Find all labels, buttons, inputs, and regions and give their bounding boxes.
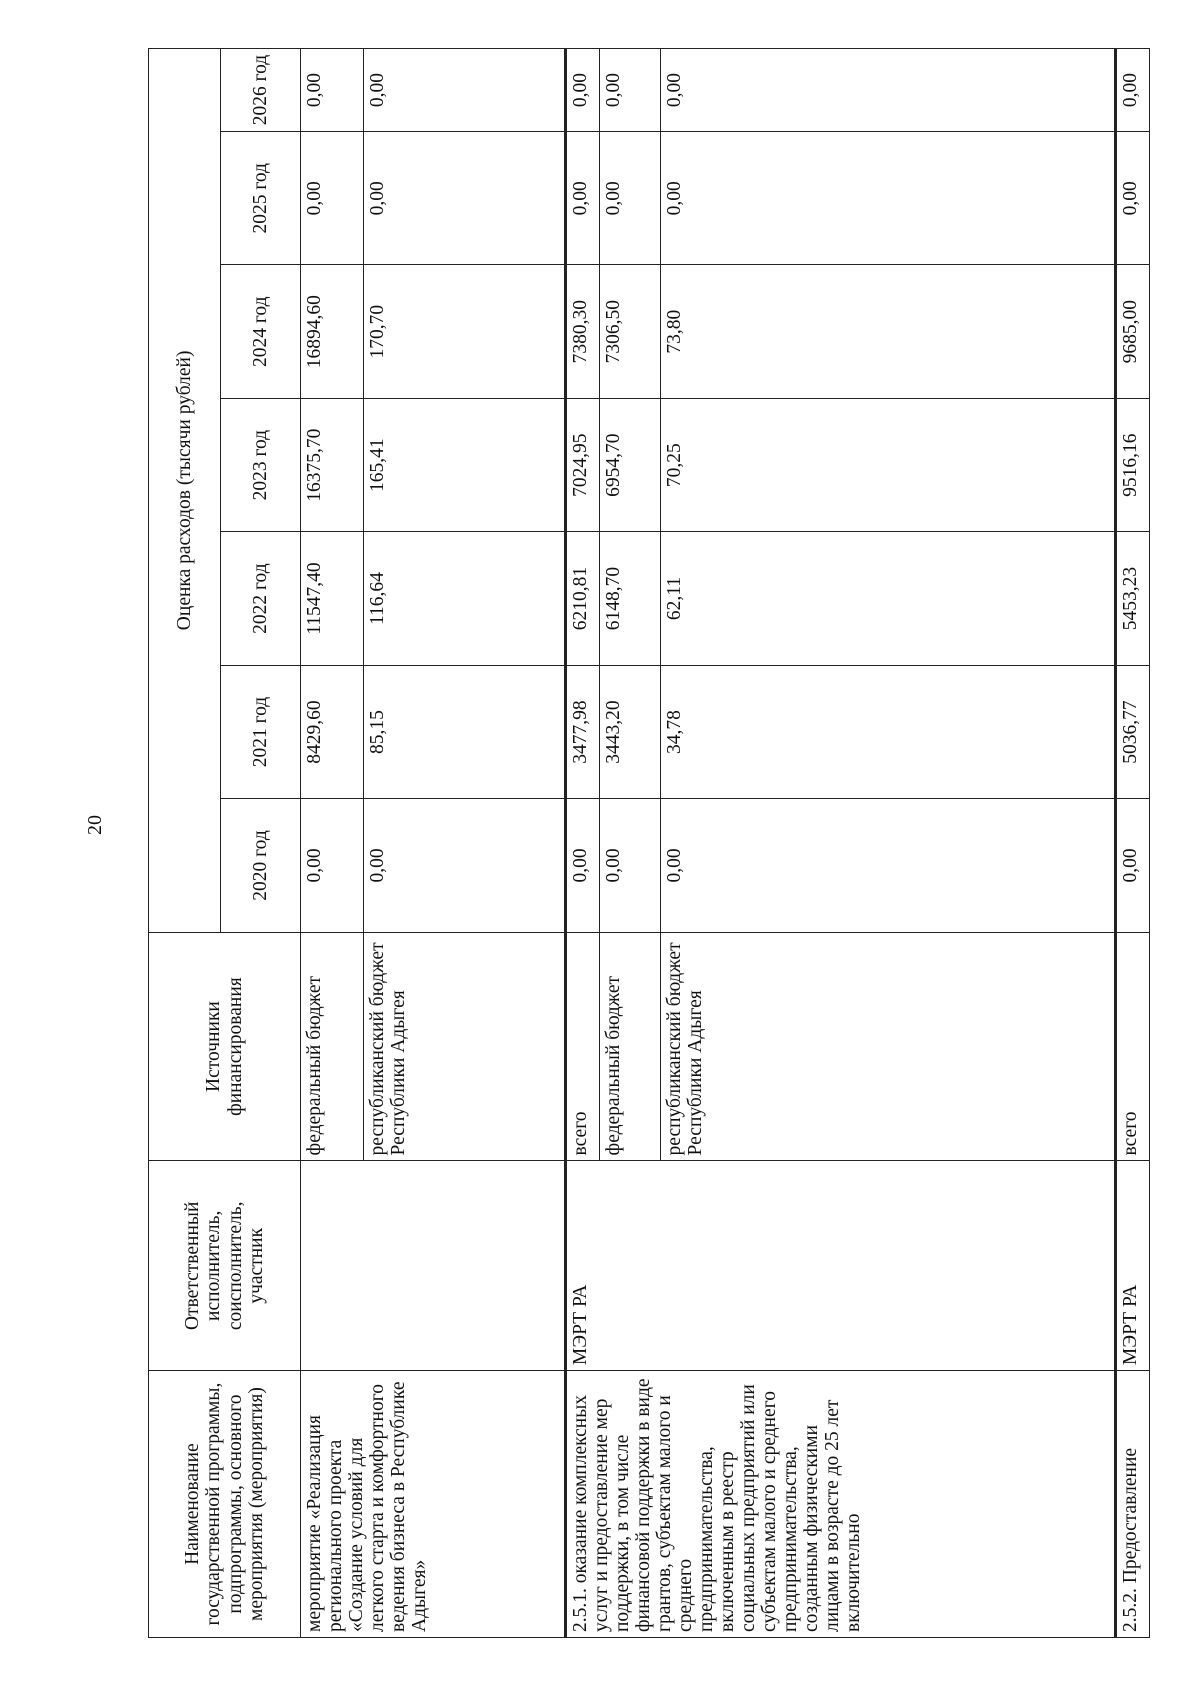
value-cell: 7306,50 bbox=[599, 265, 660, 398]
value-cell: 0,00 bbox=[1116, 132, 1150, 265]
value-cell: 0,00 bbox=[364, 799, 565, 932]
row-name: 2.5.1. оказание комплексных услуг и предоставление мер поддержки, в том числе финансовой поддержки в виде грантов, субъектам малого и среднего предпринимательства, включенным в реестр социальных предприятий или субъектам малого и среднего предпринимательства, созданным физическими лицами в возрасте до 25 лет включительно bbox=[565, 1371, 1115, 1638]
row-source: всего bbox=[1116, 932, 1150, 1161]
document-page bbox=[148, 48, 1150, 1638]
value-cell: 0,00 bbox=[565, 49, 599, 132]
expenditure-table bbox=[148, 48, 1150, 1638]
header-source: Источники финансирования bbox=[149, 932, 301, 1161]
value-cell: 170,70 bbox=[364, 265, 565, 398]
header-costs: Оценка расходов (тысячи рублей) bbox=[149, 49, 221, 933]
header-year: 2023 год bbox=[221, 398, 301, 531]
row-source: республиканский бюджет Республики Адыгея bbox=[660, 932, 1115, 1161]
value-cell: 5036,77 bbox=[1116, 665, 1150, 798]
page-number: 20 bbox=[84, 815, 106, 835]
value-cell: 7380,30 bbox=[565, 265, 599, 398]
value-cell: 0,00 bbox=[301, 49, 364, 132]
value-cell: 0,00 bbox=[599, 799, 660, 932]
value-cell: 8429,60 bbox=[301, 665, 364, 798]
value-cell: 16894,60 bbox=[301, 265, 364, 398]
value-cell: 34,78 bbox=[660, 665, 1115, 798]
row-source: всего bbox=[565, 932, 599, 1161]
header-year: 2025 год bbox=[221, 132, 301, 265]
value-cell: 0,00 bbox=[660, 49, 1115, 132]
value-cell: 5453,23 bbox=[1116, 532, 1150, 665]
row-name: мероприятие «Реализация регионального проекта «Создание условий для легкого старта и комфортного ведения бизнеса в Республике Адыгея» bbox=[301, 1371, 566, 1638]
value-cell: 11547,40 bbox=[301, 532, 364, 665]
value-cell: 85,15 bbox=[364, 665, 565, 798]
value-cell: 0,00 bbox=[660, 132, 1115, 265]
header-year: 2021 год bbox=[221, 665, 301, 798]
row-executor: МЭРТ РА bbox=[565, 1161, 1115, 1371]
rotated-table-container bbox=[148, 48, 1150, 1638]
value-cell: 0,00 bbox=[364, 132, 565, 265]
row-executor: МЭРТ РА bbox=[1116, 1161, 1150, 1371]
row-source: федеральный бюджет bbox=[599, 932, 660, 1161]
value-cell: 6210,81 bbox=[565, 532, 599, 665]
value-cell: 0,00 bbox=[1116, 49, 1150, 132]
value-cell: 73,80 bbox=[660, 265, 1115, 398]
header-year: 2024 год bbox=[221, 265, 301, 398]
header-name: Наименование государственной программы, подпрограммы, основного мероприятия (мероприятия) bbox=[149, 1371, 301, 1638]
value-cell: 116,64 bbox=[364, 532, 565, 665]
value-cell: 0,00 bbox=[364, 49, 565, 132]
header-executor: Ответственный исполнитель, соисполнитель, участник bbox=[149, 1161, 301, 1371]
header-year: 2022 год bbox=[221, 532, 301, 665]
header-year: 2026 год bbox=[221, 49, 301, 132]
value-cell: 62,11 bbox=[660, 532, 1115, 665]
value-cell: 3477,98 bbox=[565, 665, 599, 798]
value-cell: 0,00 bbox=[599, 132, 660, 265]
row-executor bbox=[301, 1161, 566, 1371]
value-cell: 0,00 bbox=[599, 49, 660, 132]
value-cell: 0,00 bbox=[660, 799, 1115, 932]
value-cell: 0,00 bbox=[301, 132, 364, 265]
value-cell: 165,41 bbox=[364, 398, 565, 531]
value-cell: 70,25 bbox=[660, 398, 1115, 531]
value-cell: 6148,70 bbox=[599, 532, 660, 665]
value-cell: 16375,70 bbox=[301, 398, 364, 531]
row-name: 2.5.2. Предоставление bbox=[1116, 1371, 1150, 1638]
value-cell: 0,00 bbox=[565, 799, 599, 932]
value-cell: 7024,95 bbox=[565, 398, 599, 531]
value-cell: 9516,16 bbox=[1116, 398, 1150, 531]
row-source: республиканский бюджет Республики Адыгея bbox=[364, 932, 565, 1161]
value-cell: 3443,20 bbox=[599, 665, 660, 798]
value-cell: 9685,00 bbox=[1116, 265, 1150, 398]
header-year: 2020 год bbox=[221, 799, 301, 932]
value-cell: 6954,70 bbox=[599, 398, 660, 531]
value-cell: 0,00 bbox=[301, 799, 364, 932]
row-source: федеральный бюджет bbox=[301, 932, 364, 1161]
value-cell: 0,00 bbox=[565, 132, 599, 265]
value-cell: 0,00 bbox=[1116, 799, 1150, 932]
